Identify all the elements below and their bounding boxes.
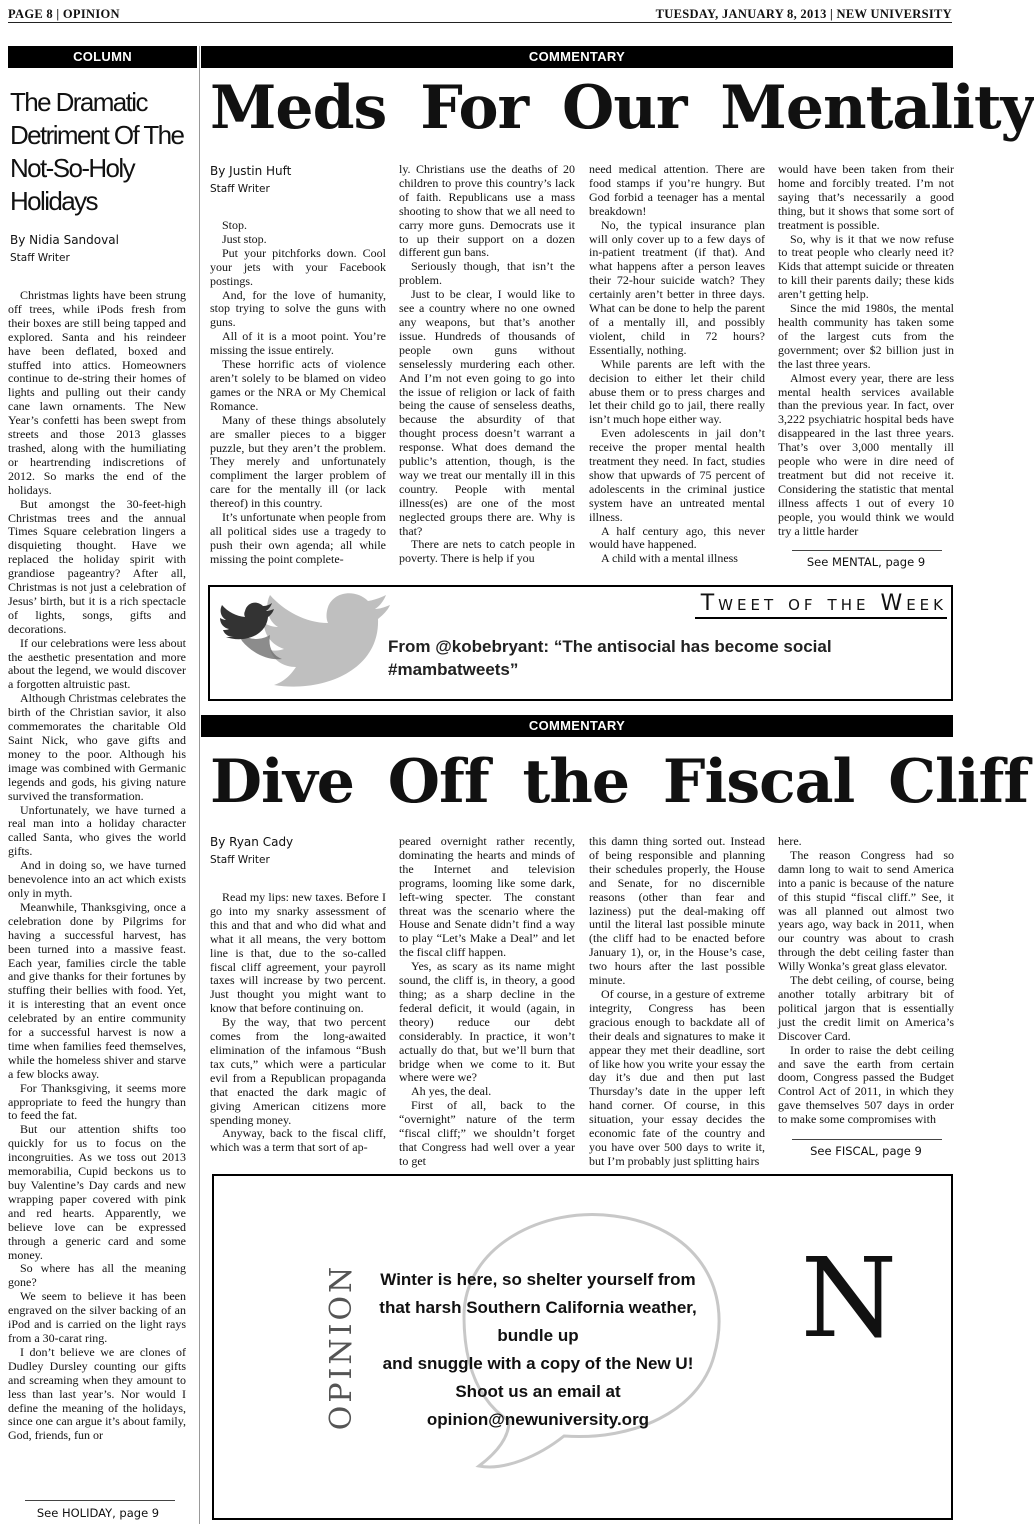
article2-column-3: [589, 834, 765, 1168]
paragraph: We seem to believe it has been engraved on the silver backing of an iPod and is carried on the light rays from a 30-carat ring.: [8, 1289, 186, 1345]
tweet-text: From @kobebryant: “The antisocial has become social #mambatweets”: [388, 637, 832, 679]
paragraph: Just to be clear, I would like to see a country where no one owned any weapons, but that’s another issue. Hundreds of thousands of people own guns without senselessly murdering each other. And I’m not even going to go into the issue of religion or lack of faith being the cause of senseless deaths, because the absurdity of that thought process doesn’t warrant a response. What does demand the public’s attention, though, is the way we treat our mentally ill in this country. People with mental illness(es) are one of the most neglected groups there are. Why is that?: [399, 287, 575, 538]
paragraph: need medical attention. There are food stamps if you’re hungry. But God forbid a teenager has a mental breakdown!: [589, 162, 765, 218]
promo-line: bundle up: [497, 1326, 579, 1345]
article1-column-4: [778, 163, 954, 541]
paragraph: By the way, that two percent comes from the long-awaited elimination of the infamous “Bush tax cuts,” which were a particular evil from a Republican propaganda that enacted the dark magic of giving American citizens more spending money.: [210, 1015, 386, 1127]
paragraph: Just stop.: [222, 231, 267, 246]
article2-column-1: [210, 891, 386, 1161]
column-label-bar: COLUMN: [8, 46, 197, 68]
paragraph: These horrific acts of violence aren’t solely to be blamed on video games or the NRA or My Chemical Romance.: [210, 357, 386, 413]
article2-column-4: [778, 835, 954, 1131]
paragraph: Read my lips: new taxes. Before I go into my snarky assessment of this and that and who did what and what it all means, the very bottom line is that, due to the so-called fiscal cliff agreement, your payroll taxes will increase by two percent. Just thought you might want to know that before continuing on.: [210, 890, 386, 1016]
twitter-bird-dark-icon: [216, 597, 286, 657]
paragraph: In order to raise the debt ceiling and save the earth from certain doom, Congress passed the Budget Control Act of 2011, in which they gave themselves 507 days in order to make some compromises with: [778, 1042, 954, 1127]
paragraph: Almost every year, there are less mental health services available than the previous year. In fact, over 3,222 psychiatric hospital beds have disappeared in the last three years. That’s over 3,000 mentally ill people who were in dire need of treatment but did not receive it. Considering the statistic that mental illness affects 1 out of every 10 people, you would think we would try a little harder: [778, 370, 954, 538]
paragraph: here.: [778, 834, 802, 848]
paragraph: There are nets to catch people in poverty. There is help if you: [399, 537, 575, 566]
paragraph: Seriously though, that isn’t the problem.: [399, 259, 575, 288]
promo-line: and snuggle with a copy of the New U!: [382, 1354, 694, 1373]
paragraph: No, the typical insurance plan will only cover up to a few days of in-patient treatment (if that). And what happens after a person leaves their 72-hour suicide watch? They certainly aren’t better in three days. What can be done to help the parent of a mentally ill, and possibly violent, child in 72 hours? Essentially, nothing.: [589, 217, 765, 357]
paragraph: Stop.: [222, 218, 248, 232]
page-section-label: PAGE 8 | OPINION: [8, 7, 120, 21]
column-title: The Dramatic Detriment Of The Not-So-Holy Holidays: [10, 87, 184, 216]
article1-continuation: See MENTAL, page 9: [806, 555, 926, 569]
tweet-of-the-week-box: [208, 585, 953, 701]
paragraph: Christmas lights have been strung off trees, while iPods fresh from their boxes are still being tapped and explored. Santa and his reindeer have been deflated, boxed and stuffed into attics. Homeowners continue to de-string their homes of lights and pulling out their candy cane lawn ornaments. The New Year’s confetti has been swept from streets and those 2013 glasses trashed, along with the humiliating or heartrending indiscretions of 2012. So marks the end of the holidays.: [8, 288, 186, 497]
column-divider: [199, 46, 200, 1524]
paragraph: But amongst the 30-feet-high Christmas trees and the annual Times Square celebration lingers a disquieting thought. Have we replaced the holiday spirit with grandiose pageantry? After all, Christmas is not just a celebration of Jesus’ birth, but it is a rich spectacle of lights, songs, gifts and decorations.: [8, 496, 186, 636]
article1-column-1: [210, 219, 386, 571]
paragraph: A half century ago, this never would have happened.: [589, 523, 765, 552]
page-header: [8, 6, 952, 23]
article2-byline: [210, 835, 390, 866]
column-author: By Nidia Sandoval: [10, 233, 119, 247]
page-date-label: TUESDAY, JANUARY 8, 2013 | NEW UNIVERSITY: [655, 7, 952, 21]
article2-headline: Dive Off the Fiscal Cliff: [210, 747, 1029, 817]
paragraph: The reason Congress had so damn long to wait to send America into a panic is because of the nature of this stupid “fiscal cliff.” See, it was all planned out almost two years ago, way back in 2011, when our country was about to crash through the debt ceiling faster than Willy Wonka’s great glass elevator.: [778, 847, 954, 974]
paragraph: peared overnight rather recently, dominating the hearts and minds of the Internet and television programs, looming like some dark, left-wing specter. The constant threat was the scenario where the House and Senate didn’t find a way to play “Let’s Make a Deal” and let the fiscal cliff happen.: [399, 834, 575, 960]
paragraph: I don’t believe we are clones of Dudley Dursley counting our gifts and screaming when they amount to less than last year’s. Nor would I define the meaning of the holidays, since one can argue it’s about family, God, friends, fun or: [8, 1344, 186, 1443]
promo-email[interactable]: opinion@newuniversity.org: [426, 1410, 650, 1429]
column-author-role: Staff Writer: [10, 252, 70, 264]
opinion-vertical-label-art: [214, 1176, 359, 1518]
paragraph: A child with a mental illness: [601, 551, 738, 566]
article1-label-bar: COMMENTARY: [201, 46, 953, 68]
promo-message: [348, 1266, 728, 1434]
paragraph: Put your pitchforks down. Cool your jets with your Facebook postings.: [210, 245, 386, 288]
paragraph: And, for the love of humanity, stop trying to solve the guns with guns.: [210, 287, 386, 330]
article2-author: By Ryan Cady: [210, 835, 294, 849]
column-continuation: See HOLIDAY, page 9: [36, 1506, 160, 1520]
article1-byline: [210, 164, 390, 195]
paragraph: For Thanksgiving, it seems more appropriate to feed the hungry than to feed the fat.: [8, 1080, 186, 1123]
article1-column-2: [399, 163, 575, 571]
article2-column-2: [399, 834, 575, 1168]
promo-line: Shoot us an email at: [455, 1382, 621, 1401]
column-see-rule: [25, 1500, 175, 1501]
article1-see-rule: [792, 550, 942, 551]
paragraph: ly. Christians use the deaths of 20 children to prove this country’s lack of faith. Republicans use a mass shooting to show that we all need to carry more guns. Democrats use it to up their support on a dozen different gun bans.: [399, 162, 575, 260]
article1-column-3: [589, 163, 765, 571]
paragraph: this damn thing sorted out. Instead of being responsible and planning their schedules properly, the House and Senate, for no discernible reasons (other than fear and laziness) put the deal-making off until the literal last possible minute (the cliff had to be enacted before January 1), or, in the House’s case, two hours after the last possible minute.: [589, 834, 765, 988]
paragraph: Unfortunately, we have turned a real man into a holiday character called Santa, who gives the world gifts.: [8, 802, 186, 859]
article1-author: By Justin Huft: [210, 164, 292, 178]
paragraph: Anyway, back to the fiscal cliff, which was a term that sort of ap-: [210, 1126, 386, 1155]
svg-text:OPINION: OPINION: [324, 1263, 359, 1431]
opinion-promo-box: [212, 1174, 953, 1520]
paragraph: But our attention shifts too quickly for us to focus on the incongruities. As we toss out 2013 memorabilia, Cupid beckons us to buy Valentine’s Day cards and new wrapping paper covered with pink and red hearts. Apparently, we believe love can be expressed through a generic card and some money.: [8, 1122, 186, 1262]
paragraph: So where has all the meaning gone?: [8, 1261, 186, 1290]
column-body: [8, 289, 186, 1491]
paragraph: would have been taken from their home and forcibly treated. I’m not saying that’s necessarily a good thing, but it shows that some sort of treatment is possible.: [778, 162, 954, 232]
paragraph: Yes, as scary as its name might sound, the cliff is, in theory, a good thing; as a sharp decline in the federal deficit, it would (again, in theory) reduce our debt considerably. In practice, it won’t actually do that, but we’ll burn that bridge when we come to it. But where were we?: [399, 959, 575, 1085]
paragraph: Meanwhile, Thanksgiving, once a celebration done by Pilgrims for having a successful harvest, has been turned into a massive feast. Each year, families circle the table and give thanks for their fortunes by stuffing their bellies with food. Yet, it is interesting that an event once celebrated by an entire community for a successful harvest is now a time when families feed themselves, while the homeless shiver and starve a few blocks away.: [8, 899, 186, 1081]
article2-label-bar: COMMENTARY: [201, 715, 953, 737]
paragraph: All of it is a moot point. You’re missing the issue entirely.: [210, 329, 386, 358]
paragraph: And in doing so, we have turned benevolence into an act which exists only in myth.: [8, 858, 186, 900]
promo-line: Winter is here, so shelter yourself from: [380, 1270, 696, 1289]
promo-line: that harsh Southern California weather,: [379, 1298, 697, 1317]
paragraph: Although Christmas celebrates the birth of the Christian savior, it also commemorates the charitable Old Saint Nick, who gave gifts and money to the poor. Although his image was combined with Germanic legends and gods, his giving nature survived the transformation.: [8, 691, 186, 803]
paragraph: Many of these things absolutely are smaller pieces to a bigger puzzle, but they aren’t the problem. They merely and unfortunately compliment the larger problem of care for the mentally ill (or lack thereof) in this country.: [210, 412, 386, 511]
article2-author-role: Staff Writer: [210, 854, 270, 866]
new-university-logo: N: [800, 1234, 897, 1362]
paragraph: Of course, in a gesture of extreme integrity, Congress has been gracious enough to backdate all of their deals and signatures to make it appear they met their deadline, sort of like how you write your essay the day it’s due and then put last Thursday’s date in the upper left hand corner. Of course, in this situation, your essay decides the economic fate of the country and you have over 500 days to write it, but I’m probably just splitting hairs: [589, 986, 765, 1168]
paragraph: Even adolescents in jail don’t receive the proper mental health treatment they need. In fact, studies show that upwards of 75 percent of adolescents in the criminal justice system have an untreated mental illness.: [589, 426, 765, 524]
paragraph: The debt ceiling, of course, being another totally arbitrary bit of political jargon that is essentially just the credit limit on America’s Discover Card.: [778, 973, 954, 1043]
paragraph: Ah yes, the deal.: [411, 1084, 492, 1099]
article2-continuation: See FISCAL, page 9: [810, 1144, 922, 1158]
paragraph: It’s unfortunate when people from all political sides use a tragedy to push their own agenda; all while missing the point complete-: [210, 510, 386, 566]
paragraph: If our celebrations were less about the aesthetic presentation and more about the legend, we would discover a forgotten altruistic past.: [8, 635, 186, 692]
paragraph: First of all, back to the “overnight” nature of the term “fiscal cliff;” we shouldn’t forget that Congress had well over a year to get: [399, 1098, 575, 1168]
tweet-of-the-week-title: Tweet of the Week: [695, 591, 947, 619]
paragraph: So, why is it that we now refuse to treat people who clearly need it? Kids that attempt suicide or threaten to kill their parents daily; these kids aren’t getting help.: [778, 231, 954, 302]
article1-headline: Meds For Our Mentality: [210, 73, 1034, 143]
article1-author-role: Staff Writer: [210, 183, 270, 195]
column-byline: [10, 233, 190, 264]
paragraph: While parents are left with the decision to either let their child abuse them or to press charges and let their child go to jail, there really isn’t much hope either way.: [589, 356, 765, 427]
article2-see-rule: [792, 1139, 942, 1140]
paragraph: Since the mid 1980s, the mental health community has taken some of the largest cuts from the government; over $2 billion just in the last three years.: [778, 301, 954, 371]
